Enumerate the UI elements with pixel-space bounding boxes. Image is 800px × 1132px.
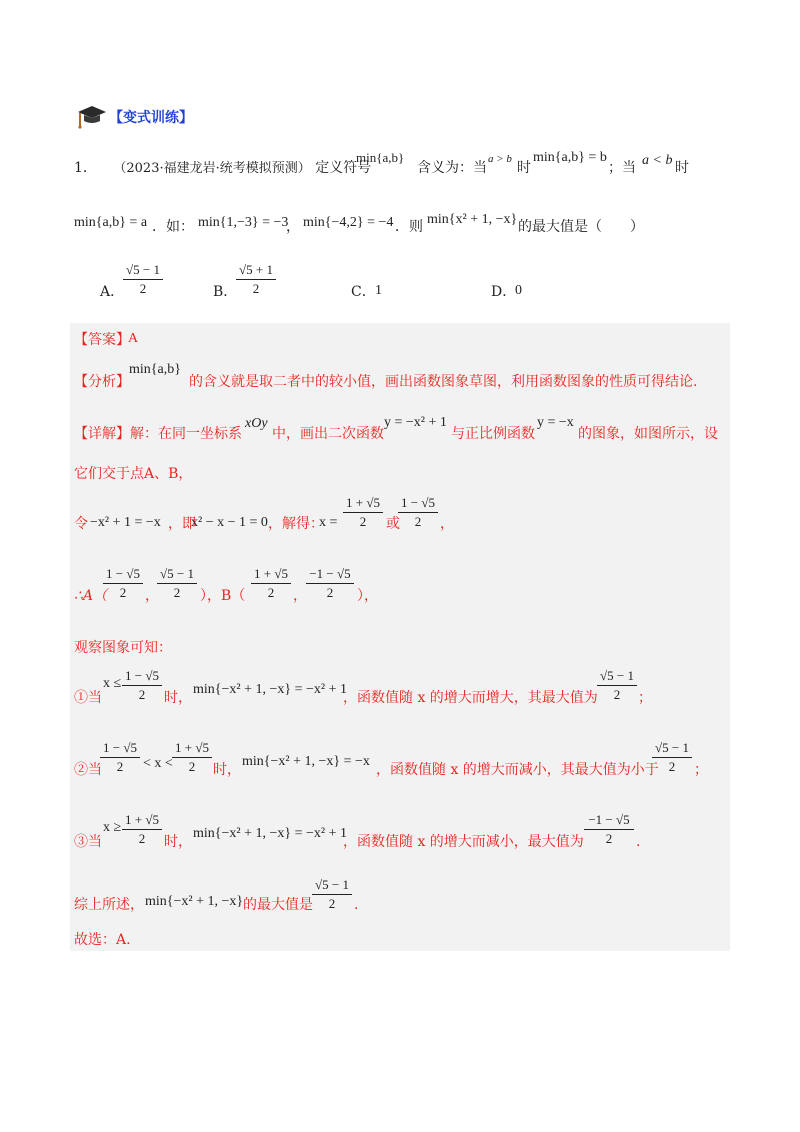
- question-text: ．则: [395, 219, 423, 235]
- case-1-expression: min{−x² + 1, −x} = −x² + 1: [193, 682, 347, 697]
- option-label: C．: [351, 284, 376, 300]
- case-1-max: √5 − 1 2: [597, 668, 637, 703]
- final-choice: 故选：A.: [74, 932, 131, 948]
- analysis-expression: min{a,b}: [129, 362, 181, 377]
- question-number: 1．: [74, 160, 97, 176]
- detail-text: 解：在同一坐标系: [130, 426, 242, 442]
- analysis-tag: 【分析】: [74, 374, 130, 390]
- comma: ，: [145, 588, 159, 604]
- case-3-label: ③当: [74, 834, 102, 850]
- case-2-expression: min{−x² + 1, −x} = −x: [242, 754, 370, 769]
- detail-text: 的图象，如图所示，设: [578, 426, 718, 442]
- observe-text: 观察图象可知：: [74, 640, 172, 656]
- solve-text: ，即: [168, 516, 196, 532]
- summary-end: .: [354, 897, 359, 913]
- case-2-label: ②当: [74, 762, 102, 778]
- case-3-max: −1 − √5 2: [584, 812, 634, 847]
- question-text: 的最大值是（ ）: [518, 219, 644, 235]
- case-3-text: 时，: [164, 834, 192, 850]
- case-3-end: .: [636, 834, 641, 850]
- option-value: √5 − 1 2: [123, 262, 163, 297]
- question-text: 时: [675, 160, 689, 176]
- case-1-condition: x ≤: [103, 676, 122, 691]
- condition-a-gt-b: a > b: [488, 153, 512, 165]
- min-eq-b: min{a,b} = b: [533, 150, 607, 165]
- root-1: 1 + √5 2: [343, 495, 383, 530]
- case-2-upper: 1 + √5 2: [172, 740, 212, 775]
- question-text: 时: [517, 160, 531, 176]
- case-1-label: ①当: [74, 690, 102, 706]
- option-value: √5 + 1 2: [236, 262, 276, 297]
- point-b-x: 1 + √5 2: [251, 566, 291, 601]
- min-eq-a: min{a,b} = a: [74, 215, 148, 230]
- option-value: 0: [515, 283, 522, 298]
- point-a-y: √5 − 1 2: [157, 566, 197, 601]
- example-1: min{1,−3} = −3: [198, 215, 289, 230]
- case-2-end: ；: [694, 762, 708, 778]
- min-ab-symbol: min{a,b}: [356, 150, 405, 165]
- case-1-text: ，函数值随 x 的增大而增大，其最大值为: [343, 690, 598, 706]
- or-text: 或: [386, 516, 400, 532]
- question-source: （2023·福建龙岩·统考模拟预测）: [113, 161, 311, 176]
- solve-text: 令: [74, 516, 88, 532]
- solve-text: ，解得：: [268, 516, 324, 532]
- case-2-text: 时，: [213, 762, 241, 778]
- graduation-cap-icon: [76, 103, 108, 129]
- case-1-end: ；: [638, 690, 652, 706]
- case-1-text: 时，: [164, 690, 192, 706]
- solve-equation-1: −x² + 1 = −x: [90, 515, 161, 530]
- detail-text: 与正比例函数: [451, 426, 535, 442]
- detail-tag: 【详解】: [74, 426, 130, 442]
- section-title: 【变式训练】: [109, 110, 193, 126]
- case-2-text: ，函数值随 x 的增大而减小，其最大值为小于: [376, 762, 659, 778]
- case-3-bound: 1 + √5 2: [122, 812, 162, 847]
- case-3-condition: x ≥: [103, 820, 122, 835]
- summary-expression: min{−x² + 1, −x}: [145, 894, 244, 909]
- case-2-relation: < x <: [143, 756, 173, 771]
- option-label: B．: [213, 284, 238, 300]
- option-label: A．: [100, 284, 125, 300]
- solve-equation-2: x² − x − 1 = 0: [191, 515, 268, 530]
- point-a-label: ∴A（: [74, 588, 108, 604]
- comma: ，: [440, 516, 454, 532]
- function-1: y = −x² + 1: [384, 415, 447, 430]
- condition-a-lt-b: a < b: [642, 153, 673, 168]
- analysis-text: 的含义就是取二者中的较小值，画出函数图象草图，利用函数图象的性质可得结论.: [189, 374, 698, 390]
- example-2: min{−4,2} = −4: [303, 215, 394, 230]
- xoy-symbol: xOy: [245, 416, 268, 431]
- point-b-label: ），B（: [200, 588, 246, 604]
- point-a-x: 1 − √5 2: [103, 566, 143, 601]
- point-b-y: −1 − √5 2: [306, 566, 354, 601]
- option-value: 1: [375, 283, 382, 298]
- solve-x: x =: [319, 515, 338, 530]
- answer-value: A: [128, 331, 139, 346]
- summary-text: 的最大值是: [243, 897, 313, 913]
- close-paren: ），: [357, 588, 378, 604]
- case-1-bound: 1 − √5 2: [122, 668, 162, 703]
- case-3-text: ，函数值随 x 的增大而减小，最大值为: [343, 834, 584, 850]
- detail-text: 中，画出二次函数: [272, 426, 384, 442]
- summary-text: 综上所述，: [74, 897, 144, 913]
- case-2-max: √5 − 1 2: [652, 740, 692, 775]
- answer-tag: 【答案】: [74, 332, 130, 348]
- option-label: D．: [491, 284, 517, 300]
- detail-text: 它们交于点A、B，: [74, 466, 193, 482]
- question-expression: min{x² + 1, −x}: [427, 212, 518, 227]
- comma: ，: [293, 588, 307, 604]
- function-2: y = −x: [537, 415, 574, 430]
- question-line-1: [74, 158, 371, 179]
- question-text: 定义符号: [315, 160, 372, 176]
- question-text: ；当: [608, 160, 636, 176]
- case-3-expression: min{−x² + 1, −x} = −x² + 1: [193, 826, 347, 841]
- root-2: 1 − √5 2: [398, 495, 438, 530]
- question-text: ，: [286, 219, 300, 235]
- question-text: 含义为：当: [417, 160, 487, 176]
- case-2-lower: 1 − √5 2: [100, 740, 140, 775]
- question-text: ．如：: [152, 219, 194, 235]
- summary-max: √5 − 1 2: [312, 877, 352, 912]
